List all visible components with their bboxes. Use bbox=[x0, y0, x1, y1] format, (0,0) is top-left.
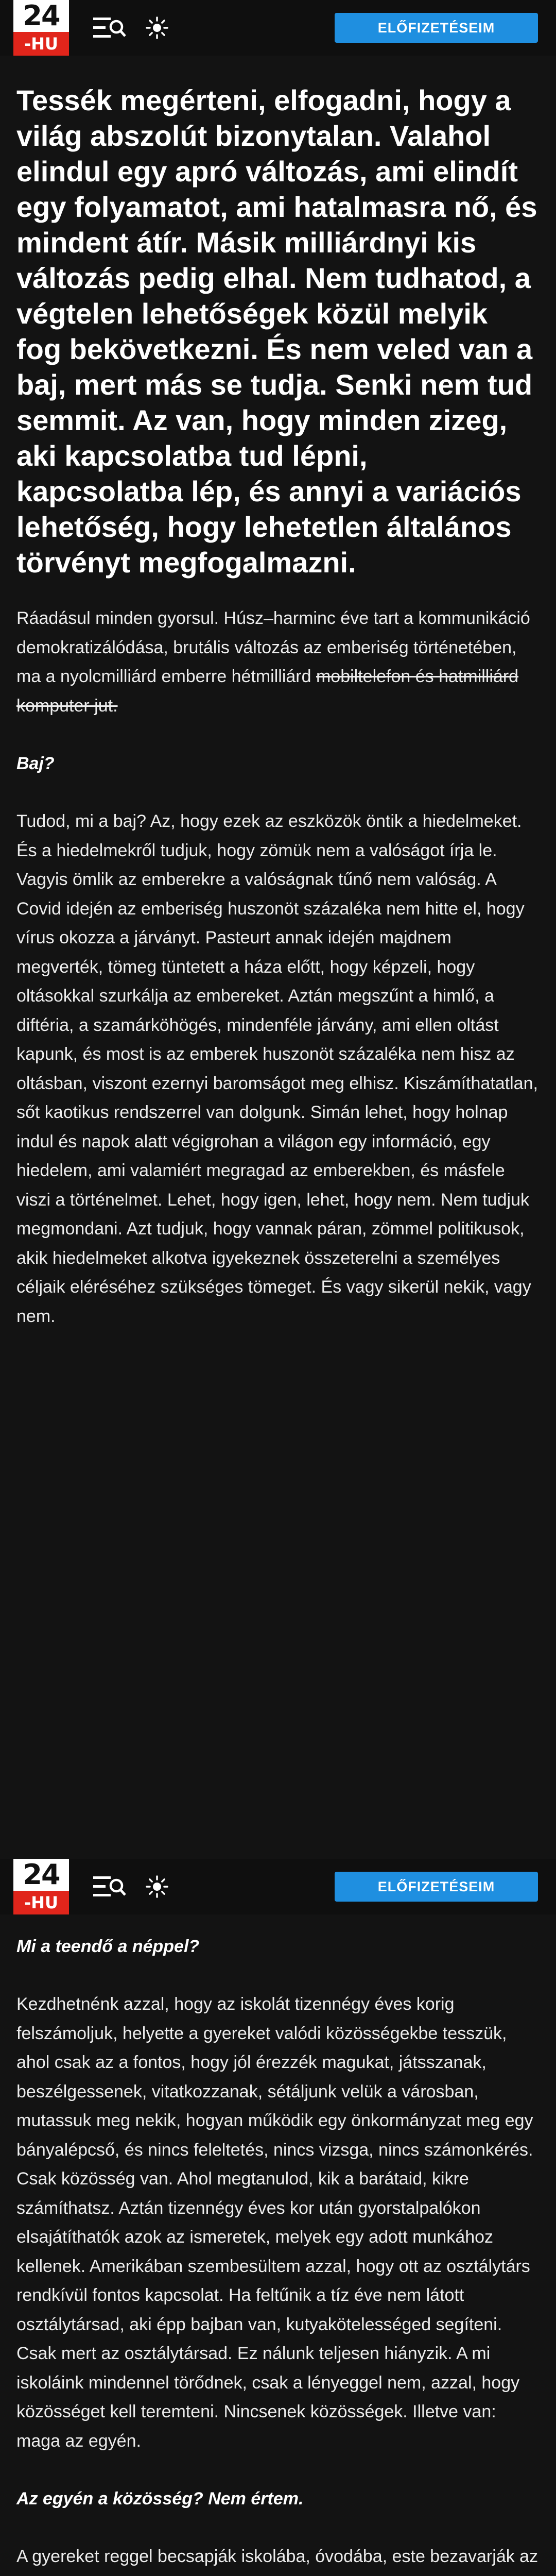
top-navigation-bar-repeat bbox=[0, 1859, 556, 1914]
menu-search-icon[interactable] bbox=[92, 1870, 128, 1903]
top-navigation-bar bbox=[0, 0, 556, 56]
logo-country: -HU bbox=[13, 32, 69, 56]
site-logo[interactable] bbox=[13, 0, 69, 56]
menu-search-icon[interactable] bbox=[92, 11, 128, 44]
article-section-2 bbox=[0, 1932, 556, 2576]
article-lead: Tessék megérteni, elfogadni, hogy a világ abszolút bizonytalan. Valahol elindul egy apró változás, ami elindít egy folyamatot, ami hatalmasra nő, és mindent átír. Másik milliárdnyi kis változás pedig elhal. Nem tudhatod, a végtelen lehetőségek közül melyik fog bekövetkezni. És nem veled van a baj, mert más se tudja. Senki nem tud semmit. Az van, hogy minden zizeg, aki kapcsolatba tud lépni, kapcsolatba lép, és annyi a variációs lehetőség, hogy lehetetlen általános törvényt megfogalmazni. bbox=[16, 84, 537, 579]
theme-toggle-sun-icon[interactable] bbox=[139, 1870, 175, 1903]
article-section-1 bbox=[0, 82, 556, 1331]
interview-question: Baj? bbox=[16, 754, 55, 773]
theme-toggle-sun-icon[interactable] bbox=[139, 11, 175, 44]
interview-question: Mi a teendő a néppel? bbox=[16, 1937, 200, 1956]
site-logo[interactable] bbox=[13, 1859, 69, 1914]
logo-number: 24 bbox=[13, 0, 69, 32]
struck-text: mobiltelefon és hatmilliárd komputer jut. bbox=[16, 667, 519, 716]
article-paragraph: Kezdhetnénk azzal, hogy az iskolát tizennégy éves korig felszámoljuk, helyette a gyereket valódi közösségekbe tesszük, ahol csak az a fontos, hogy jól érezzék magukat, játsszanak, beszélgessenek, vitatkozzanak, sétáljunk velük a városban, mutassuk meg nekik, hogyan működik egy önkormányzat meg egy bányalépcső, és nincs feleltetés, nincs vizsga, nincs számonkérés. Csak közösség van. Ahol megtanulod, kik a barátaid, kikre számíthatsz. Aztán tizennégy éves kor után gyorstalpalókon elsajátíthatók azok az ismeretek, melyek egy adott munkához kellenek. Amerikában szembesültem azzal, hogy ott az osztálytárs rendkívül fontos kapcsolat. Ha feltűnik a tíz éve nem látott osztálytársad, aki épp bajban van, kutyakötelességed segíteni. Csak mert az osztálytársad. Ez nálunk teljesen hiányzik. A mi iskoláink mindennel törődnek, csak a lényeggel nem, azzal, hogy közösséget kell teremteni. Nincsenek közösségek. Illetve van: maga az egyén. bbox=[16, 1994, 533, 2451]
logo-country: -HU bbox=[13, 1891, 69, 1914]
paragraph-text: Ráadásul minden gyorsul. Húsz–harminc éve tart a kommunikáció demokratizálódása, brutális változás az emberiség történetében, ma a nyolcmilliárd emberre hétmilliárd bbox=[16, 608, 530, 686]
subscriptions-button[interactable]: ELŐFIZETÉSEIM bbox=[335, 13, 538, 43]
article-paragraph: Tudod, mi a baj? Az, hogy ezek az eszközök öntik a hiedelmeket. És a hiedelmekről tudjuk, hogy zömük nem a valóságot írja le. Vagyis ömlik az emberekre a valóságnak tűnő nem valóság. A Covid idején az emberiség huszonöt százaléka nem hitte el, hogy vírus okozza a járványt. Pasteurt annak idején majdnem megverték, tömeg tüntetett a háza előtt, hogy képzeli, hogy oltásokkal szurkálja az embereket. Aztán megszűnt a himlő, a diftéria, a szamárköhögés, mindenféle járvány, ami ellen oltást kapunk, és most is az emberek huszonöt százaléka nem hisz az oltásban, viszont ezernyi baromságot meg elhisz. Kiszámíthatatlan, sőt kaotikus rendszerrel van dolgunk. Simán lehet, hogy holnap indul és napok alatt végigrohan a világon egy információ, egy hiedelem, ami valamiért megragad az emberekben, és másfele viszi a történelmet. Lehet, hogy igen, lehet, hogy nem. Nem tudjuk megmondani. Azt tudjuk, hogy vannak páran, zömmel politikusok, akik hiedelmeket alkotva igyekeznek összeterelni a személyes céljaik eléréséhez szükséges tömeget. És vagy sikerül nekik, vagy nem. bbox=[16, 811, 538, 1326]
article-paragraph: A gyereket reggel becsapják iskolába, óvodába, este bezavarják az bbox=[16, 2547, 538, 2566]
logo-number: 24 bbox=[13, 1859, 69, 1891]
subscriptions-button[interactable]: ELŐFIZETÉSEIM bbox=[335, 1872, 538, 1902]
interview-question: Az egyén a közösség? Nem értem. bbox=[16, 2489, 304, 2509]
article-paragraph bbox=[0, 604, 556, 720]
